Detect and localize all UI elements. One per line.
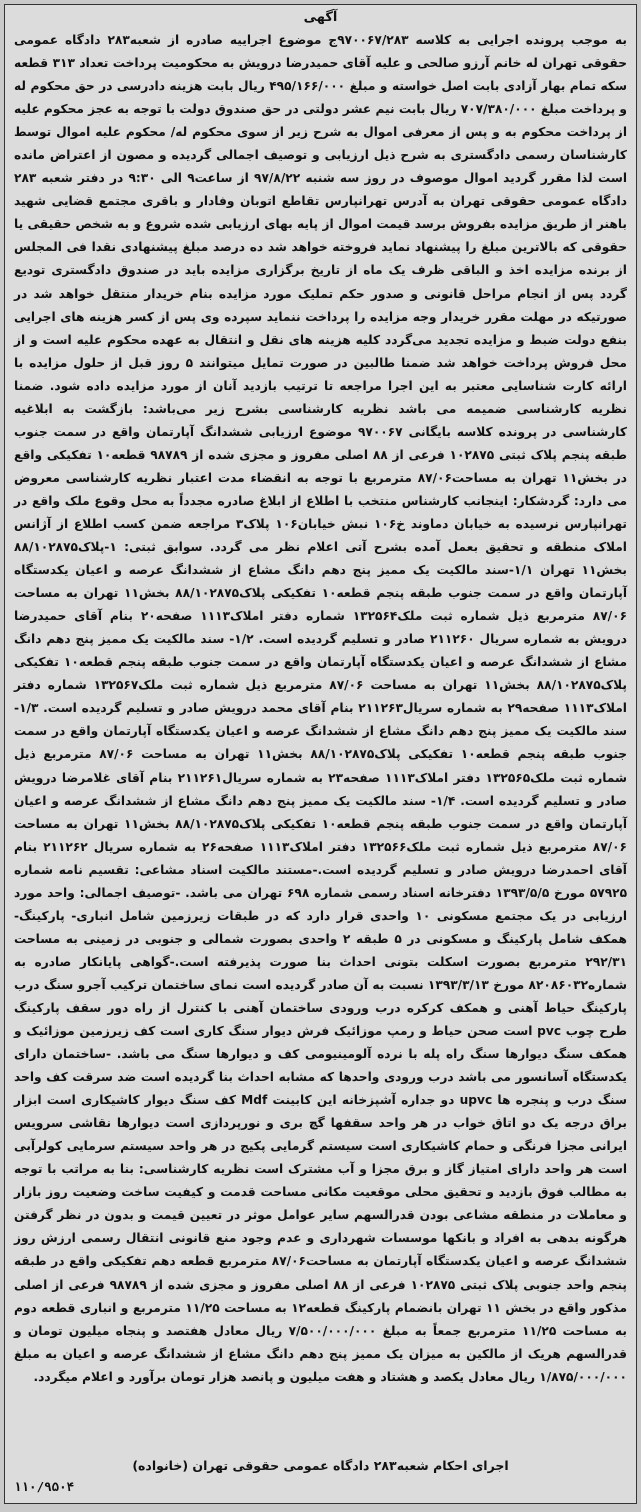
- notice-title: آگهی: [303, 10, 338, 25]
- notice-body: به موجب پرونده اجرایی به کلاسه ۹۷۰۰۶۷/۲۸۳ج موضوع اجراییه صادره از شعبه۲۸۳ دادگاه عمومی حقوقی تهران له خانم آرزو صالحی و علیه آقای حمیدرضا درویش به محکومیت پرداخت تعداد ۳۱۳ قطعه سکه تمام بهار آزادی بابت اصل خواسته و مبلغ ۴۹۵/۱۶۶/۰۰۰ ریال بابت هزینه دادرسی در حق محکوم له و پرداخت مبلغ ۷۰۷/۳۸۰/۰۰۰ ریال بابت نیم عشر دولتی در حق صندوق دولت با توجه به عجز محکوم علیه از پرداخت محکوم به و پس از معرفی اموال به شرح زیر از سوی محکوم له/ محکوم علیه اموال توسط کارشناسان رسمی دادگستری به شرح ذیل ارزیابی و توصیف اجمالی گردیده و مصون از اعتراض مانده است لذا مقرر گردید اموال موصوف در روز سه شنبه ۹۷/۸/۲۲ از ساعت۹ الی ۹:۳۰ در دفتر شعبه ۲۸۳ دادگاه عمومی حقوقی تهران به آدرس تهرانپارس تقاطع اتوبان وفادار و باقری مجتمع قضایی شهید باهنر از طریق مزایده بفروش برسد قیمت اموال از پایه بهای ارزیابی شده شروع و به شخص حقیقی یا حقوقی که بالاترین مبلغ را پیشنهاد نماید فروخته خواهد شد ده درصد مبلغ پیشنهادی نقدا فی المجلس از برنده مزایده اخذ و الباقی ظرف یک ماه از تاریخ برگزاری مزایده باید در صندوق دادگستری تودیع گردد پس از انجام مراحل قانونی و صدور حکم تملیک مورد مزایده بنام خریدار منتقل خواهد شد در صورتیکه در مهلت مقرر خریدار وجه مزایده را پرداخت ننماید سپرده وی پس از کسر هزینه های اجرایی بنفع دولت ضبط و مزایده تجدید می‌گردد کلیه هزینه های نقل و انتقال به عهده محکوم علیه است و از محل فروش پرداخت خواهد شد ضمنا طالبین در صورت تمایل میتوانند ۵ روز قبل از حلول مزایده با ارائه کارت شناسایی معتبر به این اجرا مراجعه تا ترتیب بازدید آنان از مورد مزایده داده شود. ضمنا نظریه کارشناسی ضمیمه می باشد نظریه کارشناسی بشرح زیر می‌باشد: بازگشت به ابلاغیه کارشناسی در پرونده کلاسه بایگانی ۹۷۰۰۶۷ موضوع ارزیابی ششدانگ آپارتمان واقع در سمت جنوب طبقه پنجم پلاک ثبتی ۱۰۲۸۷۵ فرعی از ۸۸ اصلی مفروز و مجزی شده از ۹۸۷۸۹ قطعه۱۰ تفکیکی واقع در بخش۱۱ تهران به مساحت۸۷/۰۶ مترمربع با توجه به انقضاء مدت اعتبار نظریه کارشناسی معروض می دارد: گردشکار: اینجانب کارشناس منتخب با اطلاع از ابلاغ صادره مجدداً به محل وقوع ملک واقع در تهرانپارس نرسیده به خیابان دماوند خ۱۰۶ نبش خیابان۱۰۶ پلاک۳ مراجعه ضمن کسب اطلاع از آژانس املاک منطقه و تحقیق بعمل آمده بشرح آتی اعلام نظر می گردد. سوابق ثبتی: ۱-پلاک۸۸/۱۰۲۸۷۵ بخش۱۱ تهران ۱/۱-سند مالکیت یک ممیز پنج دهم دانگ مشاع از ششدانگ عرصه و اعیان یکدستگاه آپارتمان واقع در سمت جنوب طبقه پنجم قطعه۱۰ تفکیکی پلاک۸۸/۱۰۲۸۷۵ بخش۱۱ تهران به مساحت ۸۷/۰۶ مترمربع ذیل شماره ثبت ملک۱۳۲۵۶۴ شماره دفتر املاک۱۱۱۳ صفحه۲۰ بنام آقای حمیدرضا درویش به شماره سریال ۲۱۱۲۶۰ صادر و تسلیم گردیده است. ۱/۲- سند مالکیت یک ممیز پنج دهم دانگ مشاع از ششدانگ عرصه و اعیان یکدستگاه آپارتمان واقع در سمت جنوب طبقه پنجم قطعه۱۰ تفکیکی پلاک۸۸/۱۰۲۸۷۵ بخش۱۱ تهران به مساحت ۸۷/۰۶ مترمربع ذیل شماره ثبت ملک۱۳۲۵۶۷ شماره دفتر املاک۱۱۱۳ صفحه۲۹ به شماره سریال۲۱۱۲۶۳ بنام آقای محمد درویش صادر و تسلیم گردیده است. ۱/۳- سند مالکیت یک ممیز پنج دهم دانگ مشاع از ششدانگ عرصه و اعیان یکدستگاه آپارتمان واقع در سمت جنوب طبقه پنجم قطعه۱۰ تفکیکی پلاک۸۸/۱۰۲۸۷۵ بخش۱۱ تهران به مساحت ۸۷/۰۶ مترمربع ذیل شماره ثبت ملک۱۳۲۵۶۵ دفتر املاک۱۱۱۳ صفحه۲۳ به شماره سریال۲۱۱۲۶۱ بنام آقای غلامرضا درویش صادر و تسلیم گردیده است. ۱/۴- سند مالکیت یک ممیز پنج دهم دانگ مشاع از ششدانگ عرصه و اعیان آپارتمان واقع در سمت جنوب طبقه پنجم قطعه۱۰ تفکیکی پلاک۸۸/۱۰۲۸۷۵ بخش۱۱ تهران به مساحت ۸۷/۰۶ مترمربع ذیل شماره ثبت ملک۱۳۲۵۶۶ دفتر املاک۱۱۱۳ صفحه۲۶ به شماره سریال ۲۱۱۲۶۲ بنام آقای احمدرضا درویش صادر و تسلیم گردیده است.-مستند مالکیت اسناد مشاعی: تقسیم نامه شماره ۵۷۹۲۵ مورخ ۱۳۹۳/۵/۵ دفترخانه اسناد رسمی شماره ۶۹۸ تهران می باشد. -توصیف اجمالی: واحد مورد ارزیابی در یک مجتمع مسکونی ۱۰ واحدی قرار دارد که در طبقات زیرزمین شامل انباری- پارکینگ- همکف شامل پارکینگ و مسکونی در ۵ طبقه ۲ واحدی بصورت شمالی و جنوبی در زمینی به مساحت ۲۹۲/۳۱ مترمربع بصورت اسکلت بتونی احداث بنا صورت پذیرفته است.-گواهی پایانکار صادره به شماره۸۲۰۸۶۰۳۲ مورخ ۱۳۹۳/۳/۱۳ نسبت به آن صادر گردیده است نمای ساختمان ترکیب آجرو سنگ درب پارکینگ حیاط آهنی و همکف کرکره درب ورودی ساختمان آهنی با کنترل از راه دور سقف پارکینگ طرح چوب pvc است صحن حیاط و رمپ موزائیک فرش دیوار سنگ کاری است کف زیرزمین موزائیک و همکف سنگ دیوارها سنگ راه پله با نرده آلومینیومی کف و دیوارها سنگ می باشد. -ساختمان دارای یکدستگاه آسانسور می باشد درب ورودی واحدها که مشابه احداث بنا گردیده است ضد سرقت کف واحد سنگ درب و پنجره ها upvc دو جداره آشپزخانه این کابینت Mdf کف سنگ دیوار کاشیکاری است ابزار براق درجه یک دو اتاق خواب در هر واحد سقفها گچ بری و نورپردازی است دیوارها نقاشی سرویس ایرانی مجزا فرنگی و حمام کاشیکاری است سیستم گرمایی پکیج در هر واحد سیستم سرمایی کولرآبی است هر واحد دارای امتیاز گاز و برق مجزا و آب مشترک است نظریه کارشناسی: بنا به مراتب با توجه به مطالب فوق بازدید و تحقیق محلی موقعیت مکانی مساحت قدمت و کیفیت ساخت وضعیت روز بازار و معاملات در منطقه مشاعی بودن قدرالسهم سایر عوامل موثر در تعیین قیمت و بدون در نظر گرفتن هرگونه بدهی به افراد و بانکها موسسات شهرداری و عدم وجود منع قانونی انتقال رسمی ارزش روز ششدانگ عرصه و اعیان یکدستگاه آپارتمان به مساحت۸۷/۰۶ مترمربع قطعه دهم تفکیکی واقع در طبقه پنجم واحد جنوبی پلاک ثبتی ۱۰۲۸۷۵ فرعی از ۸۸ اصلی مفروز و مجزی شده از ۹۸۷۸۹ فرعی از اصلی مذکور واقع در بخش ۱۱ تهران بانضمام پارکینگ قطعه۱۲ به مساحت ۱۱/۲۵ مترمربع و انباری قطعه دوم به مساحت ۱۱/۲۵ مترمربع جمعاً به مبلغ ۷/۵۰۰/۰۰۰/۰۰۰ ریال معادل هفتصد و پنجاه میلیون تومان و قدرالسهم هریک از مالکین به میزان یک ممیز پنج دهم دانگ مشاع از ششدانگ عرصه و اعیان به مبلغ ۱/۸۷۵/۰۰۰/۰۰۰ ریال معادل یکصد و هشتاد و هفت میلیون و پانصد هزار تومان برآورد و اعلام میگردد.: [14, 33, 628, 1384]
- notice-code: ۱۱۰/۹۵۰۴: [14, 1479, 75, 1494]
- notice-footer: [14, 1455, 627, 1499]
- legal-notice: [4, 4, 637, 1504]
- issuer-signature-line: اجرای احکام شعبه۲۸۳ دادگاه عمومی حقوقی تهران (خانواده): [132, 1458, 509, 1473]
